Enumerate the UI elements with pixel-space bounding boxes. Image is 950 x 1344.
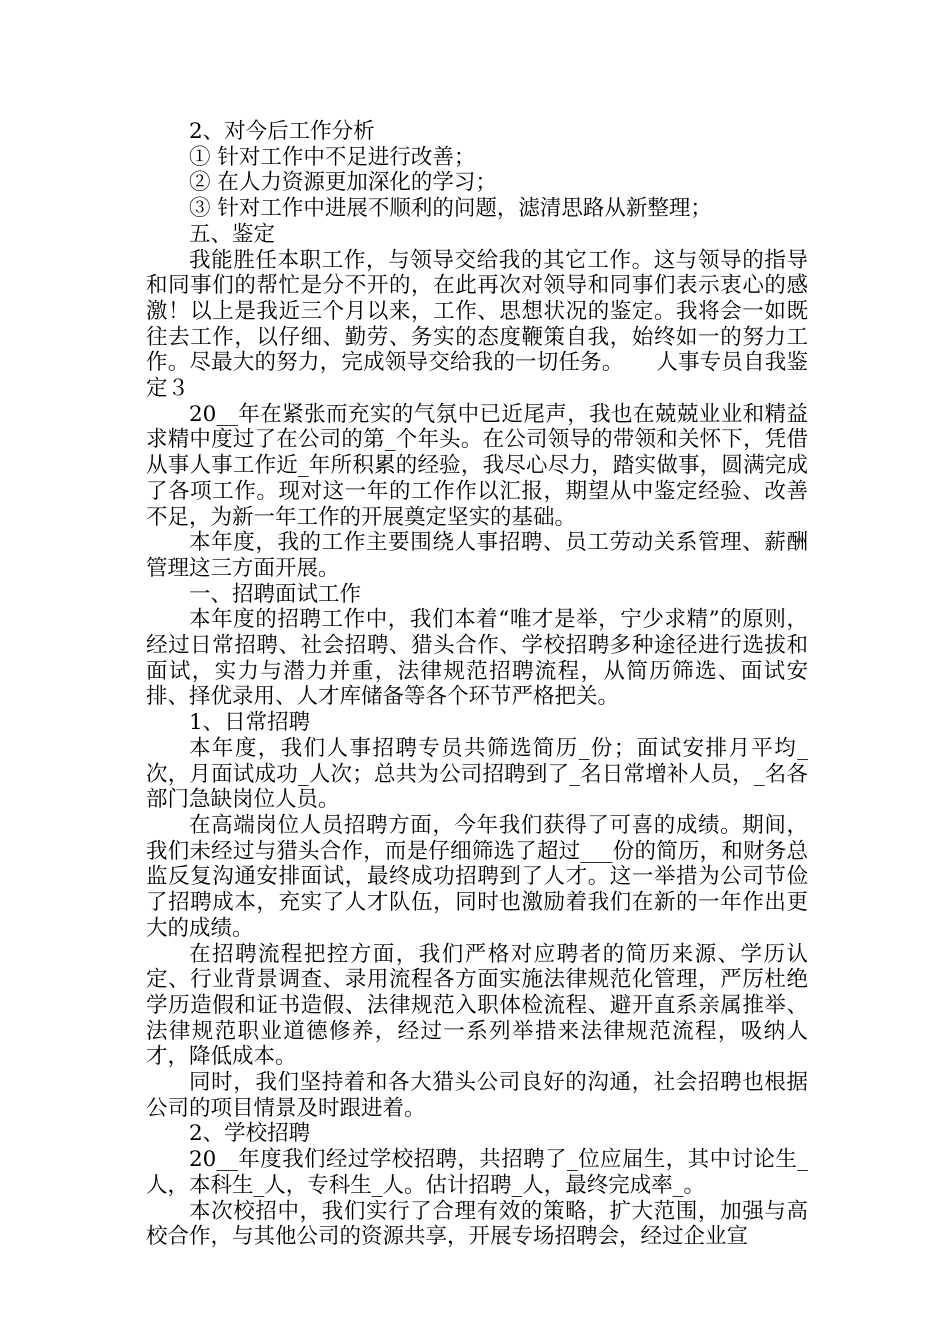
paragraph-senior-hiring: 在高端岗位人员招聘方面，今年我们获得了可喜的成绩。期间，我们未经过与猎头合作，而是仔细筛选了超过___份的简历，和财务总监反复沟通安排面试，最终成功招聘到了人才。这一举措为公司节俭了招聘成本，充实了人才队伍，同时也激励着我们在新的一年作出更大的成绩。 [146, 812, 808, 941]
paragraph-recruitment-principle: 本年度的招聘工作中，我们本着“唯才是举，宁少求精”的原则，经过日常招聘、社会招聘、猎头合作、学校招聘多种途径进行选拔和面试，实力与潜力并重，法律规范招聘流程，从简历筛选、面试安排、择优录用、人才库储备等各个环节严格把关。 [146, 607, 808, 710]
paragraph-work-scope: 本年度，我的工作主要围绕人事招聘、员工劳动关系管理、薪酬管理这三方面开展。 [146, 530, 808, 581]
paragraph-daily-stats: 本年度，我们人事招聘专员共筛选简历_份；面试安排月平均_次，月面试成功_人次；总共为公司招聘到了_名日常增补人员，_名各部门急缺岗位人员。 [146, 735, 808, 813]
document-page [146, 119, 808, 1250]
paragraph-headhunter: 同时，我们坚持着和各大猎头公司良好的沟通，社会招聘也根据公司的项目情景及时跟进着。 [146, 1070, 808, 1121]
paragraph-campus-strategy: 本次校招中，我们实行了合理有效的策略，扩大范围，加强与高校合作，与其他公司的资源共享，开展专场招聘会，经过企业宣 [146, 1198, 808, 1250]
heading-appraisal: 五、鉴定 [189, 221, 276, 247]
heading-campus-recruitment: 2、学校招聘 [189, 1121, 311, 1147]
paragraph-campus-stats: 20__年度我们经过学校招聘，共招聘了_位应届生，其中讨论生_人，本科生_人，专科生_人。估计招聘_人，最终完成率_。 [146, 1147, 808, 1198]
paragraph-process-control: 在招聘流程把控方面，我们严格对应聘者的简历来源、学历认定、行业背景调查、录用流程各方面实施法律规范化管理，严厉杜绝学历造假和证书造假、法律规范入职体检流程、避开直系亲属推举、法律规范职业道德修养，经过一系列举措来法律规范流程，吸纳人才，降低成本。 [146, 941, 808, 1070]
heading-recruitment: 一、招聘面试工作 [189, 581, 362, 607]
heading-future-analysis: 2、对今后工作分析 [189, 119, 375, 144]
list-item-3: ③ 针对工作中进展不顺利的问题，滤清思路从新整理； [189, 196, 712, 222]
heading-daily-recruitment: 1、日常招聘 [189, 710, 311, 736]
list-item-1: ① 针对工作中不足进行改善； [189, 144, 476, 170]
paragraph-year-intro: 20__年在紧张而充实的气氛中已近尾声，我也在兢兢业业和精益求精中度过了在公司的第_个年头。在公司领导的带领和关怀下，凭借从事人事工作近_年所积累的经验，我尽心尽力，踏实做事，圆满完成了各项工作。现对这一年的工作作以汇报，期望从中鉴定经验、改善不足，为新一年工作的开展奠定坚实的基础。 [146, 401, 808, 530]
paragraph-appraisal-body: 我能胜任本职工作，与领导交给我的其它工作。这与领导的指导和同事们的帮忙是分不开的，在此再次对领导和同事们表示衷心的感激！以上是我近三个月以来，工作、思想状况的鉴定。我将会一如既往去工作，以仔细、勤劳、务实的态度鞭策自我，始终如一的努力工作。尽最大的努力，完成领导交给我的一切任务。 人事专员自我鉴定３ [146, 247, 808, 402]
list-item-2: ② 在人力资源更加深化的学习； [189, 170, 497, 196]
